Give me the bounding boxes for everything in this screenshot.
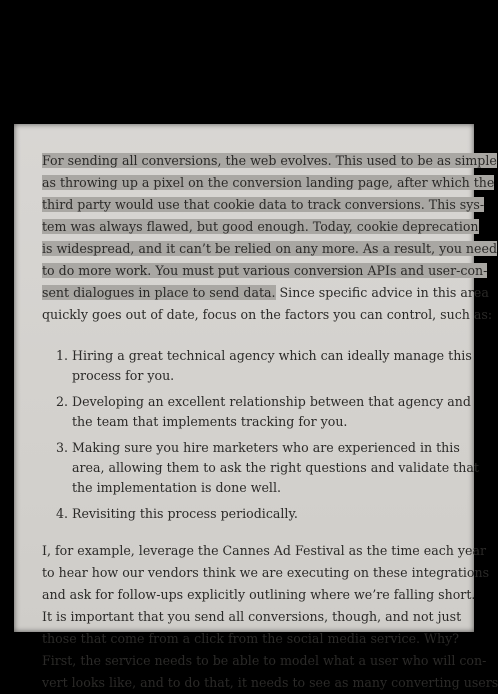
list-item	[42, 438, 479, 498]
text-line: I, for example, leverage the Cannes Ad Festival as the time each year	[42, 543, 486, 558]
paragraph-conversions	[42, 150, 498, 326]
text-line: Hiring a great technical agency which can ideally manage this	[72, 348, 472, 363]
text-line: and ask for follow-ups explicitly outlining where we’re falling short.	[42, 587, 476, 602]
highlighted-text[interactable]: sent dialogues in place to send data.	[42, 285, 276, 300]
list-number: 3.	[55, 440, 68, 455]
list-number: 4.	[55, 506, 68, 521]
highlighted-text[interactable]: as throwing up a pixel on the conversion landing page, after which the	[42, 175, 495, 190]
highlighted-text[interactable]: tem was always flawed, but good enough. Today, cookie deprecation	[42, 219, 479, 234]
text-line: Revisiting this process periodically.	[72, 506, 298, 521]
text-line: those that come from a click from the social media service. Why?	[42, 631, 459, 646]
ereader-screen	[14, 124, 498, 690]
list-item	[42, 392, 471, 432]
plain-text: Since specific advice in this area	[275, 285, 489, 300]
highlighted-text[interactable]: For sending all conversions, the web evolves. This used to be as simple	[42, 153, 497, 168]
highlighted-text[interactable]: third party would use that cookie data to track conversions. This sys-	[42, 197, 485, 212]
text-line: process for you.	[72, 368, 175, 383]
text-line: It is important that you send all conversions, though, and not just	[42, 609, 462, 624]
list-item	[42, 504, 448, 524]
text-line	[42, 282, 489, 304]
text-line: the implementation is done well.	[72, 480, 281, 495]
list-number: 2.	[55, 394, 68, 409]
numbered-list	[42, 346, 479, 524]
highlighted-text[interactable]: to do more work. You must put various conversion APIs and user-con-	[42, 263, 488, 278]
text-line	[42, 260, 488, 282]
text-line: Making sure you hire marketers who are experienced in this	[72, 440, 460, 455]
text-line	[42, 216, 479, 238]
text-line: Developing an excellent relationship between that agency and	[72, 394, 471, 409]
text-line	[42, 150, 497, 172]
list-item	[42, 346, 472, 386]
text-line	[42, 238, 498, 260]
text-line	[42, 172, 495, 194]
text-line: First, the service needs to be able to model what a user who will con-	[42, 653, 487, 668]
text-line	[42, 194, 485, 216]
list-number: 1.	[55, 348, 68, 363]
text-line	[42, 304, 493, 326]
text-line: area, allowing them to ask the right questions and validate that	[72, 460, 479, 475]
paragraph-cannes	[42, 540, 498, 694]
text-line: the team that implements tracking for you.	[72, 414, 348, 429]
text-line: vert looks like, and to do that, it needs to see as many converting users	[42, 675, 498, 690]
plain-text: quickly goes out of date, focus on the factors you can control, such as:	[42, 307, 493, 322]
text-line: to hear how our vendors think we are executing on these integrations	[42, 565, 490, 580]
page-content	[42, 150, 498, 694]
highlighted-text[interactable]: is widespread, and it can’t be relied on any more. As a result, you need	[42, 241, 498, 256]
